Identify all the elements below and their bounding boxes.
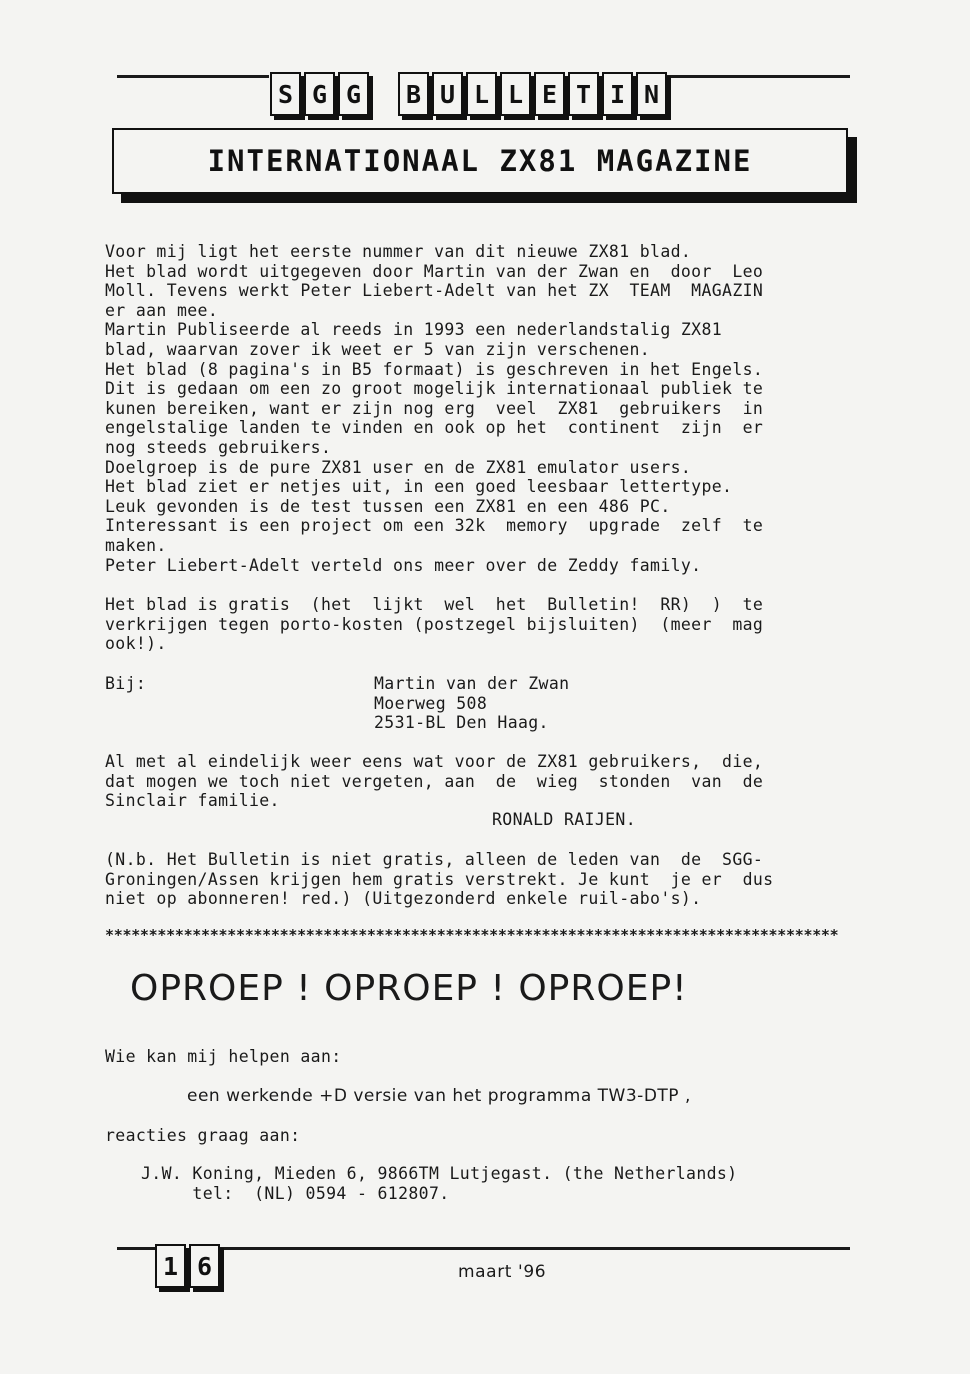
logo-letter: N: [636, 72, 667, 116]
oproep-request: een werkende +D versie van het programma TW3-DTP ,: [187, 1086, 691, 1106]
reply-label: reacties graag aan:: [105, 1126, 301, 1145]
page-digit: 1: [155, 1244, 186, 1288]
footer-rule-left: [117, 1247, 155, 1250]
bulletin-logo: [398, 72, 667, 118]
editor-note: (N.b. Het Bulletin is niet gratis, alleen de leden van de SGG- Groningen/Assen krijgen hem gratis verstrekt. Je kunt je er dus niet op abonneren! red.) (Uitgezonderd enkele ruil-abo's).: [105, 850, 774, 909]
sgg-logo: [270, 72, 369, 118]
contact-block: J.W. Koning, Mieden 6, 9866TM Lutjegast. (the Netherlands) tel: (NL) 0594 - 612807.: [141, 1164, 738, 1203]
header-rule-left: [117, 75, 269, 78]
oproep-heading: OPROEP ! OPROEP ! OPROEP!: [130, 968, 688, 1009]
logo-letter: G: [338, 72, 369, 116]
bij-label: Bij:: [105, 674, 147, 693]
logo-letter: T: [568, 72, 599, 116]
page-digit: 6: [189, 1244, 220, 1288]
logo-letter: U: [432, 72, 463, 116]
header-rule-right: [660, 75, 850, 78]
article-paragraph-1: Voor mij ligt het eerste nummer van dit nieuwe ZX81 blad. Het blad wordt uitgegeven door Martin van der Zwan en door Leo Moll. Tevens werkt Peter Liebert-Adelt van het ZX TEAM MAGAZIN er aan mee. Martin Publiseerde al reeds in 1993 een nederlandstalig ZX81 blad, waarvan zover ik weet er 5 van zijn verschenen. Het blad (8 pagina's in B5 formaat) is geschreven in het Engels. Dit is gedaan om een zo groot mogelijk internationaal publiek te kunen bereiken, want er zijn nog erg veel ZX81 gebruikers in engelstalige landen te vinden en ook op het continent zijn er nog steeds gebruikers. Doelgroep is de pure ZX81 user en de ZX81 emulator users. Het blad ziet er netjes uit, in een goed leesbaar lettertype. Leuk gevonden is de test tussen een ZX81 en een 486 PC. Interessant is een project om een 32k memory upgrade zelf te maken. Peter Liebert-Adelt verteld ons meer over de Zeddy family.: [105, 242, 764, 575]
issue-date: maart '96: [458, 1262, 547, 1282]
title-banner: [112, 128, 848, 194]
signature: RONALD RAIJEN.: [492, 810, 636, 829]
oproep-question: Wie kan mij helpen aan:: [105, 1047, 342, 1066]
article-paragraph-2: Het blad is gratis (het lijkt wel het Bulletin! RR) ) te verkrijgen tegen porto-kosten (postzegel bijsluiten) (meer mag ook!).: [105, 595, 764, 654]
page-number: [155, 1244, 220, 1288]
logo-letter: E: [534, 72, 565, 116]
footer-rule-right: [218, 1247, 850, 1250]
logo-letter: L: [500, 72, 531, 116]
address-block: Martin van der Zwan Moerweg 508 2531-BL Den Haag.: [374, 674, 570, 733]
logo-letter: S: [270, 72, 301, 116]
article-paragraph-3: Al met al eindelijk weer eens wat voor de ZX81 gebruikers, die, dat mogen we toch niet vergeten, aan de wieg stonden van de Sinclair familie.: [105, 752, 764, 811]
page-title: INTERNATIONAAL ZX81 MAGAZINE: [207, 144, 753, 178]
star-separator: ************************************************************************************: [105, 926, 839, 944]
logo-letter: L: [466, 72, 497, 116]
logo-letter: I: [602, 72, 633, 116]
logo-letter: G: [304, 72, 335, 116]
logo-letter: B: [398, 72, 429, 116]
